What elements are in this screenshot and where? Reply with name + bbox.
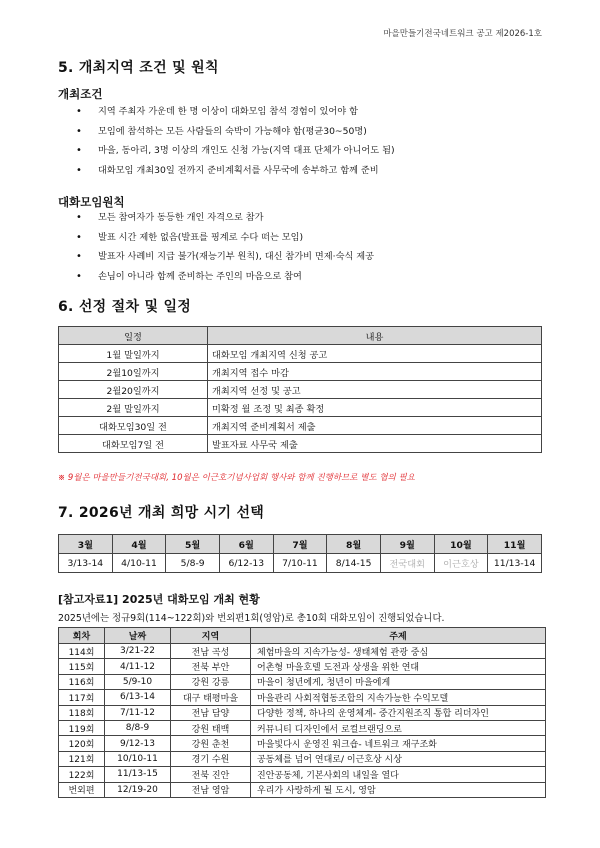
list-item: • 모임에 참석하는 모든 사람들의 숙박이 가능해야 함(평균30~50명) [68, 124, 395, 144]
date-option[interactable]: 4/10-11 [112, 554, 166, 573]
notice-number: 마을만들기전국네트워크 공고 제2026-1호 [383, 29, 542, 39]
date-cell: 10/10-11 [105, 751, 171, 766]
date-option[interactable]: 5/8-9 [166, 554, 220, 573]
topic-cell: 진안공동체, 기본사회의 내일을 열다 [251, 767, 546, 782]
table-row [59, 381, 542, 399]
principles-title: 대화모임원칙 [58, 195, 125, 209]
region-cell: 경기 수원 [171, 751, 251, 766]
month-header: 10월 [434, 535, 488, 554]
topic-cell: 어촌형 마을호텔 도전과 상생을 위한 연대 [251, 659, 546, 674]
region-cell: 대구 태평마을 [171, 690, 251, 705]
session-header: 회차 [59, 628, 105, 644]
table-row [59, 767, 546, 782]
list-item: • 마을, 동아리, 3명 이상의 개인도 신청 가능(지역 대표 단체가 아니어도 됨) [68, 143, 395, 163]
date-row [59, 554, 542, 573]
region-header: 지역 [171, 628, 251, 644]
section-7-title: 7. 2026년 개최 희망 시기 선택 [58, 505, 265, 521]
date-option[interactable]: 11/13-14 [488, 554, 542, 573]
table-row [59, 736, 546, 751]
date-option[interactable]: 3/13-14 [59, 554, 113, 573]
month-header: 6월 [219, 535, 273, 554]
table-row [59, 363, 542, 381]
content-cell: 개최지역 준비계획서 제출 [208, 417, 542, 435]
session-cell: 115회 [59, 659, 105, 674]
schedule-cell: 대화모임30일 전 [59, 417, 208, 435]
list-item: • 손님이 아니라 함께 준비하는 주인의 마음으로 참여 [68, 269, 374, 289]
table-row [59, 345, 542, 363]
schedule-cell: 대화모임7일 전 [59, 435, 208, 453]
section-6-title: 6. 선정 절차 및 일정 [58, 299, 192, 315]
table-row [59, 659, 546, 674]
region-cell: 강원 강릉 [171, 674, 251, 689]
table-row [59, 417, 542, 435]
table-row [59, 435, 542, 453]
content-cell: 개최지역 선정 및 공고 [208, 381, 542, 399]
conditions-list [68, 104, 395, 182]
table-header-row [59, 628, 546, 644]
principles-list [68, 210, 374, 288]
region-cell: 전남 곡성 [171, 644, 251, 659]
region-cell: 강원 태백 [171, 720, 251, 735]
list-item: • 지역 주최자 가운데 한 명 이상이 대화모임 참석 경험이 있어야 함 [68, 104, 395, 124]
date-option[interactable]: 7/10-11 [273, 554, 327, 573]
table-row [59, 705, 546, 720]
topic-cell: 커뮤니티 디자인에서 로컬브랜딩으로 [251, 720, 546, 735]
region-cell: 전남 담양 [171, 705, 251, 720]
reference-description: 2025년에는 정규9회(114~122회)와 번외편1회(영암)로 총10회 대화모임이 진행되었습니다. [58, 613, 445, 624]
section-5-title: 5. 개최지역 조건 및 원칙 [58, 60, 219, 76]
month-header: 5월 [166, 535, 220, 554]
month-header: 9월 [380, 535, 434, 554]
content-cell: 미확정 월 조정 및 최종 확정 [208, 399, 542, 417]
table-row [59, 690, 546, 705]
list-item: • 발표 시간 제한 없음(발표를 핑계로 수다 떠는 모임) [68, 230, 374, 250]
table-row [59, 751, 546, 766]
date-option[interactable]: 8/14-15 [327, 554, 381, 573]
table-row [59, 399, 542, 417]
date-header: 날짜 [105, 628, 171, 644]
table-row [59, 644, 546, 659]
list-item: • 대화모임 개최30일 전까지 준비계획서를 사무국에 송부하고 함께 준비 [68, 163, 395, 183]
date-cell: 3/21-22 [105, 644, 171, 659]
date-option[interactable]: 6/12-13 [219, 554, 273, 573]
schedule-table [58, 326, 542, 453]
topic-header: 주제 [251, 628, 546, 644]
schedule-header: 일정 [59, 327, 208, 345]
date-cell: 9/12-13 [105, 736, 171, 751]
reference-title: [참고자료1] 2025년 대화모임 개최 현황 [58, 593, 260, 606]
date-cell: 5/9-10 [105, 674, 171, 689]
table-row [59, 782, 546, 797]
session-cell: 번외편 [59, 782, 105, 797]
schedule-cell: 2월 말일까지 [59, 399, 208, 417]
table-header-row [59, 327, 542, 345]
month-header: 8월 [327, 535, 381, 554]
month-header: 3월 [59, 535, 113, 554]
content-cell: 개최지역 접수 마감 [208, 363, 542, 381]
content-cell: 발표자료 사무국 제출 [208, 435, 542, 453]
schedule-note: ※ 9월은 마을만들기전국대회, 10월은 이근호기념사업회 행사와 함께 진행하므로 별도 협의 필요 [58, 473, 415, 483]
month-selection-table [58, 534, 542, 573]
topic-cell: 마을관리 사회적협동조합의 지속가능한 수익모델 [251, 690, 546, 705]
session-cell: 121회 [59, 751, 105, 766]
content-header: 내용 [208, 327, 542, 345]
region-cell: 전남 영암 [171, 782, 251, 797]
session-cell: 116회 [59, 674, 105, 689]
history-table [58, 627, 546, 798]
conditions-title: 개최조건 [58, 87, 103, 101]
content-cell: 대화모임 개최지역 신청 공고 [208, 345, 542, 363]
month-header: 11월 [488, 535, 542, 554]
topic-cell: 우리가 사랑하게 될 도시, 영암 [251, 782, 546, 797]
session-cell: 118회 [59, 705, 105, 720]
list-item: • 모든 참여자가 동등한 개인 자격으로 참가 [68, 210, 374, 230]
date-cell: 8/8-9 [105, 720, 171, 735]
session-cell: 117회 [59, 690, 105, 705]
session-cell: 122회 [59, 767, 105, 782]
table-row [59, 720, 546, 735]
session-cell: 114회 [59, 644, 105, 659]
region-cell: 전북 진안 [171, 767, 251, 782]
topic-cell: 다양한 정책, 하나의 운영체계- 중간지원조직 통합 리더자인 [251, 705, 546, 720]
date-cell: 12/19-20 [105, 782, 171, 797]
month-header: 4월 [112, 535, 166, 554]
table-row [59, 674, 546, 689]
topic-cell: 체험마을의 지속가능성- 생태체험 관광 중심 [251, 644, 546, 659]
region-cell: 강원 춘천 [171, 736, 251, 751]
date-option-unavailable: 이근호상 [434, 554, 488, 573]
date-cell: 11/13-15 [105, 767, 171, 782]
date-option-unavailable: 전국대회 [380, 554, 434, 573]
date-cell: 7/11-12 [105, 705, 171, 720]
month-header: 7월 [273, 535, 327, 554]
month-header-row [59, 535, 542, 554]
date-cell: 4/11-12 [105, 659, 171, 674]
list-item: • 발표자 사례비 지급 불가(재능기부 원칙), 대신 참가비 면제·숙식 제공 [68, 249, 374, 269]
topic-cell: 마을빛다시 운영진 워크숍- 네트워크 재구조화 [251, 736, 546, 751]
session-cell: 119회 [59, 720, 105, 735]
session-cell: 120회 [59, 736, 105, 751]
schedule-cell: 2월10일까지 [59, 363, 208, 381]
topic-cell: 공동체를 넘어 연대로/ 이근호상 시상 [251, 751, 546, 766]
topic-cell: 마을이 청년에게, 청년이 마을에게 [251, 674, 546, 689]
date-cell: 6/13-14 [105, 690, 171, 705]
schedule-cell: 1월 말일까지 [59, 345, 208, 363]
schedule-cell: 2월20일까지 [59, 381, 208, 399]
region-cell: 전북 부안 [171, 659, 251, 674]
